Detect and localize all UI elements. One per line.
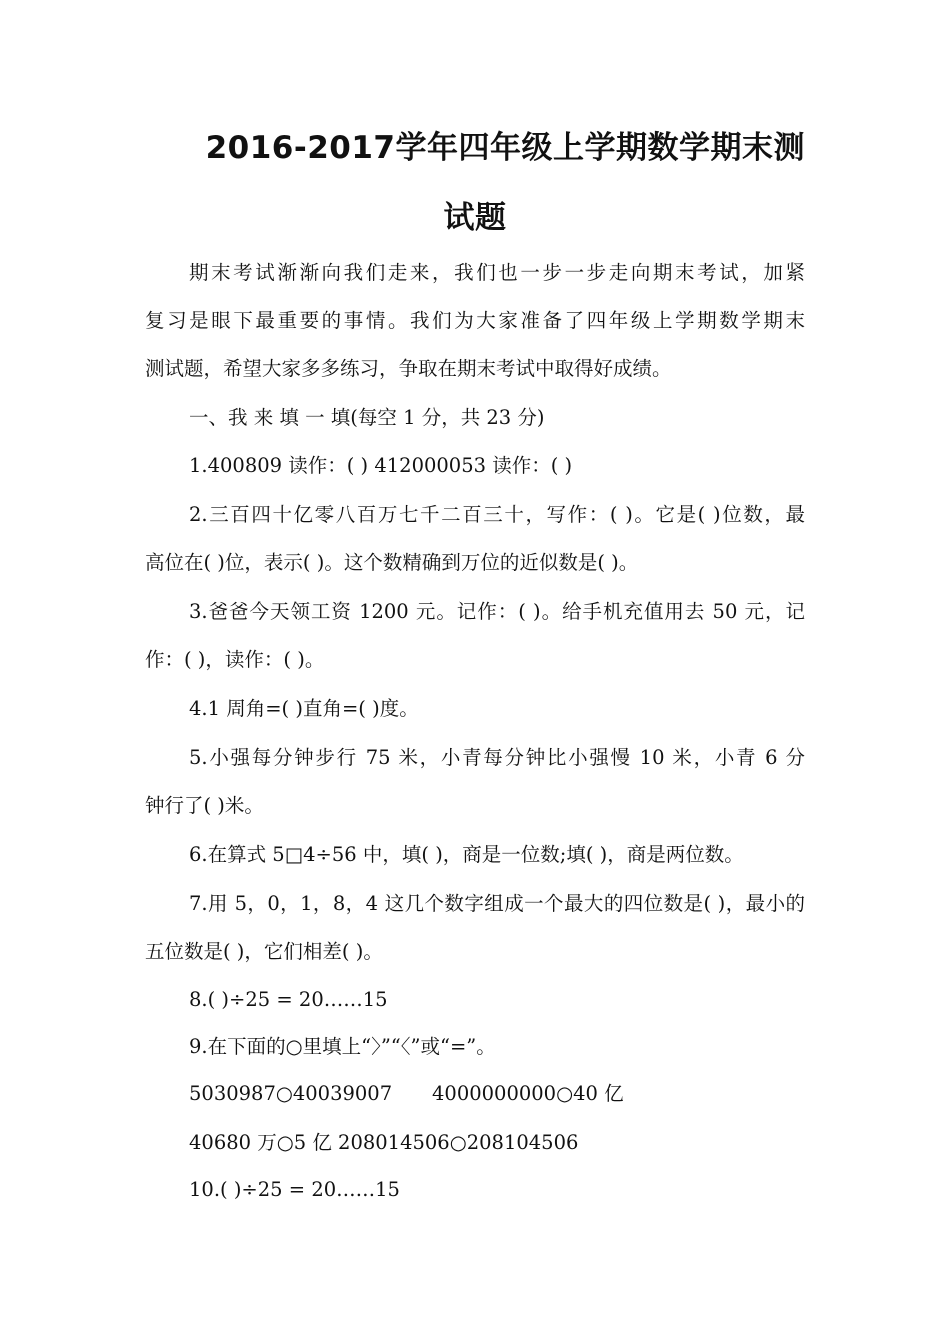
- question-1: 1.400809 读作：( ) 412000053 读作：( ): [189, 454, 573, 477]
- question-3-line-1: 3.爸爸今天领工资 1200 元。记作：( )。给手机充值用去 50 元，记: [189, 600, 805, 623]
- question-4: 4.1 周角=( )直角=( )度。: [189, 697, 419, 720]
- question-10: 10.( )÷25 = 20……15: [189, 1178, 400, 1201]
- question-9-item-b: 4000000000○40 亿: [432, 1082, 624, 1105]
- question-9: 9.在下面的○里填上“〉”“〈”或“=”。: [189, 1035, 496, 1058]
- intro-line-2: 复习是眼下最重要的事情。我们为大家准备了四年级上学期数学期末: [145, 309, 805, 332]
- title-line-1: 2016-2017学年四年级上学期数学期末测: [205, 130, 805, 166]
- question-2-line-1: 2.三百四十亿零八百万七千二百三十，写作：( )。它是( )位数，最: [189, 503, 805, 526]
- question-5-line-1: 5.小强每分钟步行 75 米，小青每分钟比小强慢 10 米，小青 6 分: [189, 746, 805, 769]
- question-5-line-2: 钟行了( )米。: [145, 794, 264, 817]
- title-line-2: 试题: [443, 200, 507, 236]
- question-8: 8.( )÷25 = 20……15: [189, 988, 388, 1011]
- question-2-line-2: 高位在( )位，表示( )。这个数精确到万位的近似数是( )。: [145, 551, 639, 574]
- section-heading: 一、我 来 填 一 填(每空 1 分，共 23 分): [189, 406, 545, 429]
- intro-line-3: 测试题，希望大家多多练习，争取在期末考试中取得好成绩。: [145, 357, 672, 380]
- question-6: 6.在算式 5□4÷56 中，填( )，商是一位数;填( )，商是两位数。: [189, 843, 744, 866]
- question-9-item-c: 40680 万○5 亿 208014506○208104506: [189, 1131, 579, 1154]
- question-9-item-a: 5030987○40039007: [189, 1082, 393, 1105]
- intro-line-1: 期末考试渐渐向我们走来，我们也一步一步走向期末考试，加紧: [189, 261, 805, 284]
- question-7-line-1: 7.用 5，0，1，8，4 这几个数字组成一个最大的四位数是( )，最小的: [189, 892, 805, 915]
- question-7-line-2: 五位数是( )，它们相差( )。: [145, 940, 383, 963]
- question-3-line-2: 作：( )，读作：( )。: [145, 648, 325, 671]
